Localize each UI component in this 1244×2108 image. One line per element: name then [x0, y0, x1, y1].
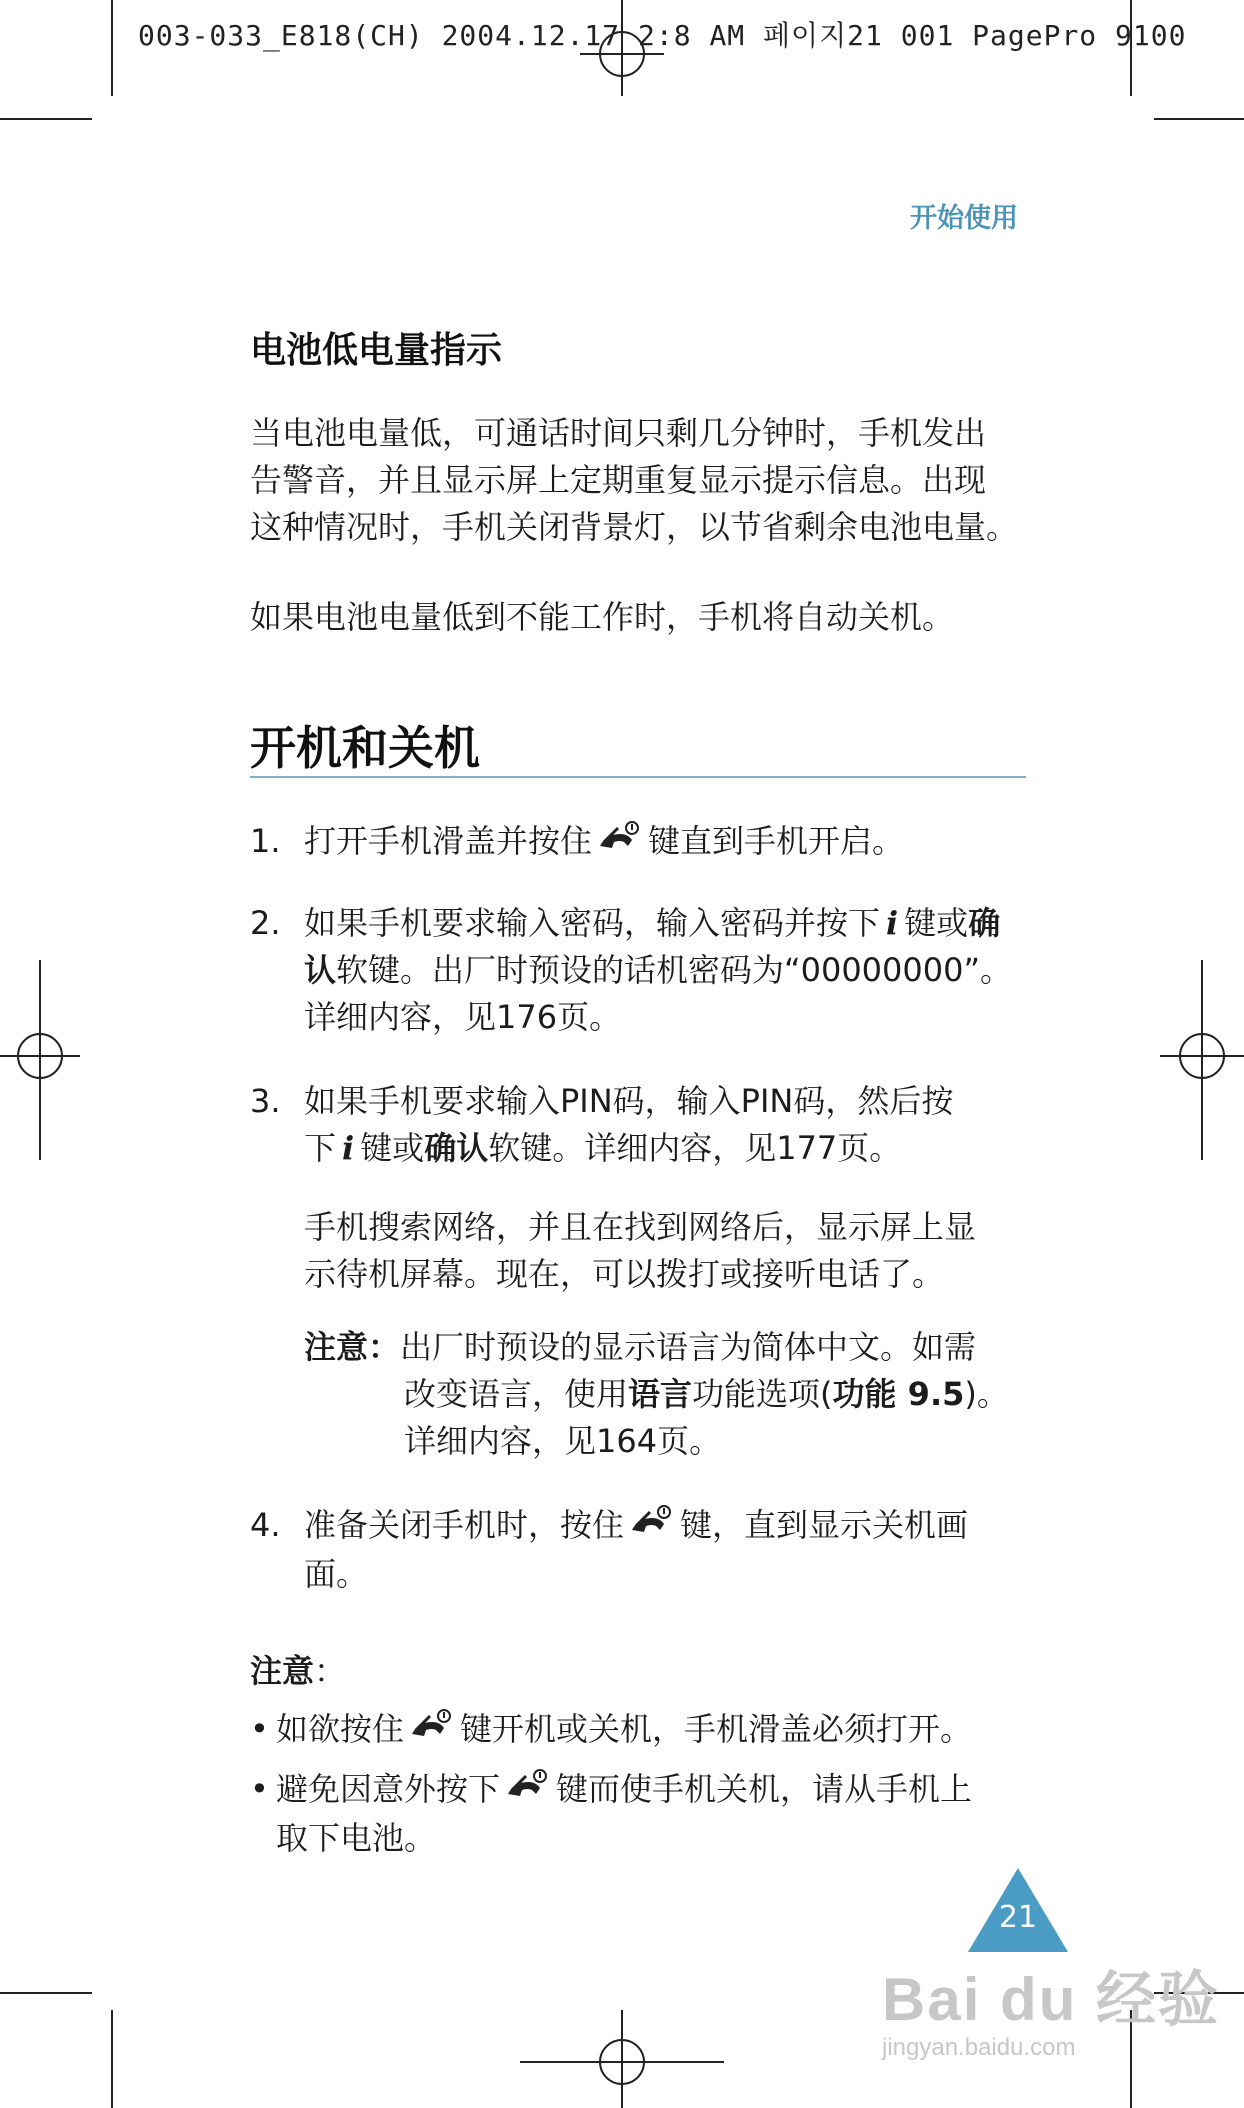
step-1 — [304, 818, 1034, 867]
page-number: 21 — [998, 1900, 1038, 1935]
text: 键或 — [904, 904, 969, 942]
text: 如欲按住 — [276, 1710, 405, 1748]
text-line: 示待机屏幕。现在，可以拨打或接听电话了。 — [304, 1255, 945, 1293]
text-line: 详细内容，见176页。 — [304, 998, 622, 1036]
battery-paragraph-2: 如果电池电量低到不能工作时，手机将自动关机。 — [250, 598, 955, 636]
text: ： — [314, 1652, 347, 1690]
menu-function-ref: 功能 9.5 — [832, 1375, 965, 1413]
step-3-detail — [304, 1204, 1034, 1298]
crop-mark — [111, 2010, 113, 2108]
confirm-softkey-label: 确 — [968, 904, 1001, 942]
step-number: 4. — [250, 1506, 281, 1544]
watermark-logo: Bai du 经验 — [882, 1966, 1221, 2033]
registration-mark — [1160, 960, 1244, 1160]
note-bullet-2 — [276, 1766, 1036, 1862]
crop-mark — [1154, 118, 1244, 120]
text: 准备关闭手机时，按住 — [304, 1506, 625, 1544]
text: 键或 — [360, 1129, 425, 1167]
text: 软键。详细内容，见177页。 — [488, 1129, 902, 1167]
print-slug: 003-033_E818(CH) 2004.12.17 2:8 AM 페이지21 001 PagePro 9100 — [138, 19, 1187, 52]
step-3 — [304, 1078, 1034, 1172]
bullet-icon: • — [250, 1770, 269, 1808]
text-line: 面。 — [304, 1554, 369, 1593]
step-2 — [304, 900, 1034, 1041]
heading-rule — [250, 776, 1026, 778]
text: 出厂时预设的显示语言为简体中文。如需 — [400, 1328, 977, 1366]
text-line: 详细内容，见164页。 — [404, 1422, 722, 1460]
battery-heading: 电池低电量指示 — [250, 330, 503, 371]
text: 键而使手机关机，请从手机上 — [556, 1770, 973, 1808]
registration-mark — [520, 2010, 724, 2108]
power-key-icon — [598, 820, 642, 867]
registration-mark — [0, 960, 80, 1160]
text: 键直到手机开启。 — [648, 822, 905, 860]
note-bullet-1 — [276, 1706, 1036, 1755]
step-number: 2. — [250, 904, 281, 942]
confirm-softkey-label: 确认 — [424, 1129, 489, 1167]
step-number: 1. — [250, 822, 281, 860]
i-key-icon: i — [342, 1129, 355, 1167]
power-key-icon — [506, 1768, 550, 1815]
note-label: 注意 — [250, 1652, 315, 1690]
text-line: 手机搜索网络，并且在找到网络后，显示屏上显 — [304, 1208, 977, 1246]
crop-mark — [111, 0, 113, 96]
text: 改变语言，使用 — [404, 1375, 629, 1413]
text: )。 — [964, 1375, 1009, 1413]
battery-paragraph — [250, 410, 1040, 551]
step-3-note — [304, 1324, 1034, 1465]
text-line: 告警音，并且显示屏上定期重复显示提示信息。出现 — [250, 461, 987, 499]
text: 如果手机要求输入密码，输入密码并按下 — [304, 904, 881, 942]
text: 打开手机滑盖并按住 — [304, 822, 593, 860]
bullet-icon: • — [250, 1710, 269, 1748]
power-key-icon — [630, 1504, 674, 1551]
text: 软键。出厂时预设的话机密码为“00000000”。 — [336, 951, 1013, 989]
notes-heading — [250, 1648, 1040, 1695]
power-key-icon — [410, 1708, 454, 1755]
baidu-watermark — [882, 1952, 1220, 2062]
crop-mark — [0, 1992, 92, 1994]
i-key-icon: i — [886, 904, 899, 942]
text: 避免因意外按下 — [276, 1770, 501, 1808]
text-line: 这种情况时，手机关闭背景灯，以节省剩余电池电量。 — [250, 508, 1019, 546]
text-line: 如果手机要求输入PIN码，输入PIN码，然后按 — [304, 1082, 954, 1120]
step-4 — [304, 1502, 1034, 1598]
language-option: 语言 — [628, 1375, 693, 1413]
note-label: 注意： — [304, 1328, 401, 1366]
section-label: 开始使用 — [910, 203, 1018, 234]
text: 下 — [304, 1129, 337, 1167]
confirm-softkey-label: 认 — [304, 951, 337, 989]
watermark-url: jingyan.baidu.com — [882, 2034, 1076, 2061]
text: 键，直到显示关机画 — [680, 1506, 969, 1544]
step-number: 3. — [250, 1082, 281, 1120]
text-line: 取下电池。 — [276, 1818, 437, 1857]
text-line: 当电池电量低，可通话时间只剩几分钟时，手机发出 — [250, 414, 987, 452]
text: 功能选项( — [692, 1375, 833, 1413]
crop-mark — [0, 118, 92, 120]
text: 键开机或关机，手机滑盖必须打开。 — [460, 1710, 973, 1748]
power-heading: 开机和关机 — [250, 721, 480, 775]
